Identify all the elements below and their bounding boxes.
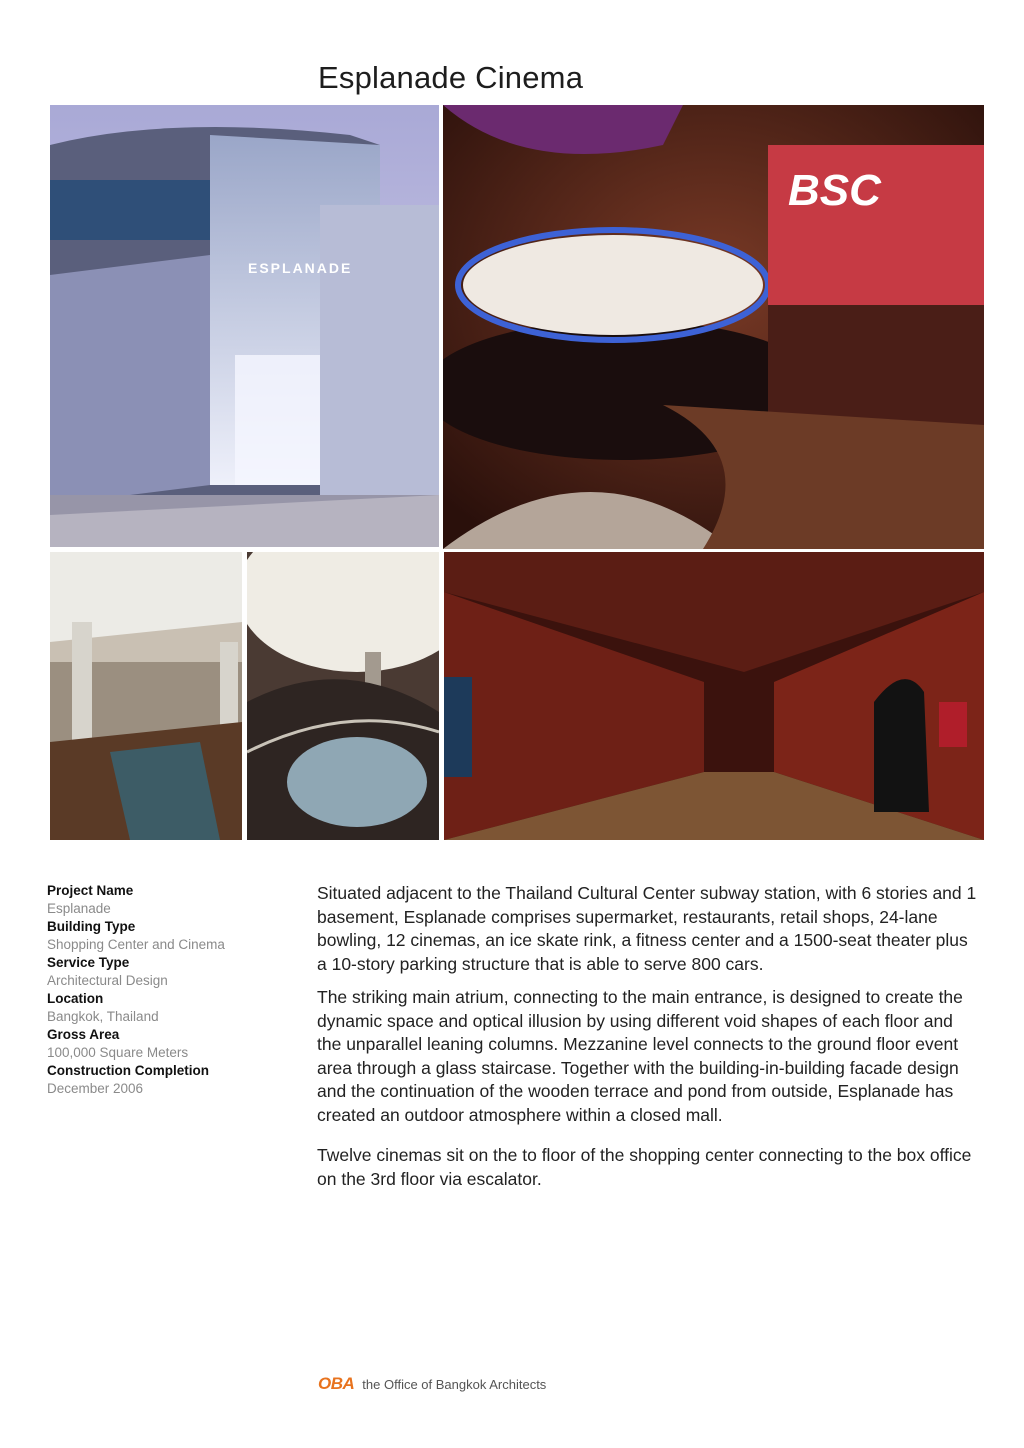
location-label: Location bbox=[47, 991, 104, 1006]
atrium-photo bbox=[247, 552, 439, 840]
corridor-photo bbox=[444, 552, 984, 840]
lobby-sign-text: BSC bbox=[788, 166, 881, 215]
project-name-value: Esplanade bbox=[47, 901, 111, 916]
description-paragraph-1 bbox=[317, 882, 977, 976]
gross-area-label: Gross Area bbox=[47, 1027, 120, 1042]
service-type-value: Architectural Design bbox=[47, 973, 168, 988]
building-type-label: Building Type bbox=[47, 919, 136, 934]
description-text-1: Situated adjacent to the Thailand Cultural Center subway station, with 6 stories and 1 basement, Esplanade comprises supermarket, restaurants, retail shops, 24-lane bowling, 12 cinemas, an ice skate rink, a fitness center and a 1500-seat theater plus a 10-story parking structure that is able to serve 800 cars. bbox=[317, 883, 977, 974]
service-type-label: Service Type bbox=[47, 955, 130, 970]
description-text-2: The striking main atrium, connecting to the main entrance, is designed to create the dynamic space and optical illusion by using different void shapes of each floor and the unparallel leaning columns. Mezzanine level connects to the ground floor event area through a glass staircase. Together with the building-in-building facade design and the continuation of the wooden terrace and pond from outside, Esplanade has created an outdoor atmosphere within a closed mall. bbox=[317, 987, 963, 1125]
building-type-value: Shopping Center and Cinema bbox=[47, 937, 225, 952]
footer-tagline: the Office of Bangkok Architects bbox=[362, 1376, 547, 1392]
cinema-lobby-photo bbox=[443, 105, 984, 549]
project-name-label: Project Name bbox=[47, 883, 134, 898]
construction-completion-label: Construction Completion bbox=[47, 1063, 209, 1078]
footer bbox=[318, 1373, 546, 1395]
construction-completion-value: December 2006 bbox=[47, 1081, 144, 1096]
gross-area-value: 100,000 Square Meters bbox=[47, 1045, 189, 1060]
page-title: Esplanade Cinema bbox=[318, 60, 584, 95]
mall-interior-photo bbox=[50, 552, 242, 840]
exterior-photo bbox=[50, 105, 439, 547]
description-paragraph-3 bbox=[317, 1144, 977, 1191]
oba-logo: OBA bbox=[318, 1374, 355, 1393]
description-paragraph-2 bbox=[317, 986, 977, 1127]
project-facts bbox=[47, 882, 287, 1098]
location-value: Bangkok, Thailand bbox=[47, 1009, 159, 1024]
exterior-sign-text: ESPLANADE bbox=[248, 260, 353, 276]
description-text-3: Twelve cinemas sit on the to floor of the shopping center connecting to the box office on the 3rd floor via escalator. bbox=[317, 1145, 972, 1189]
